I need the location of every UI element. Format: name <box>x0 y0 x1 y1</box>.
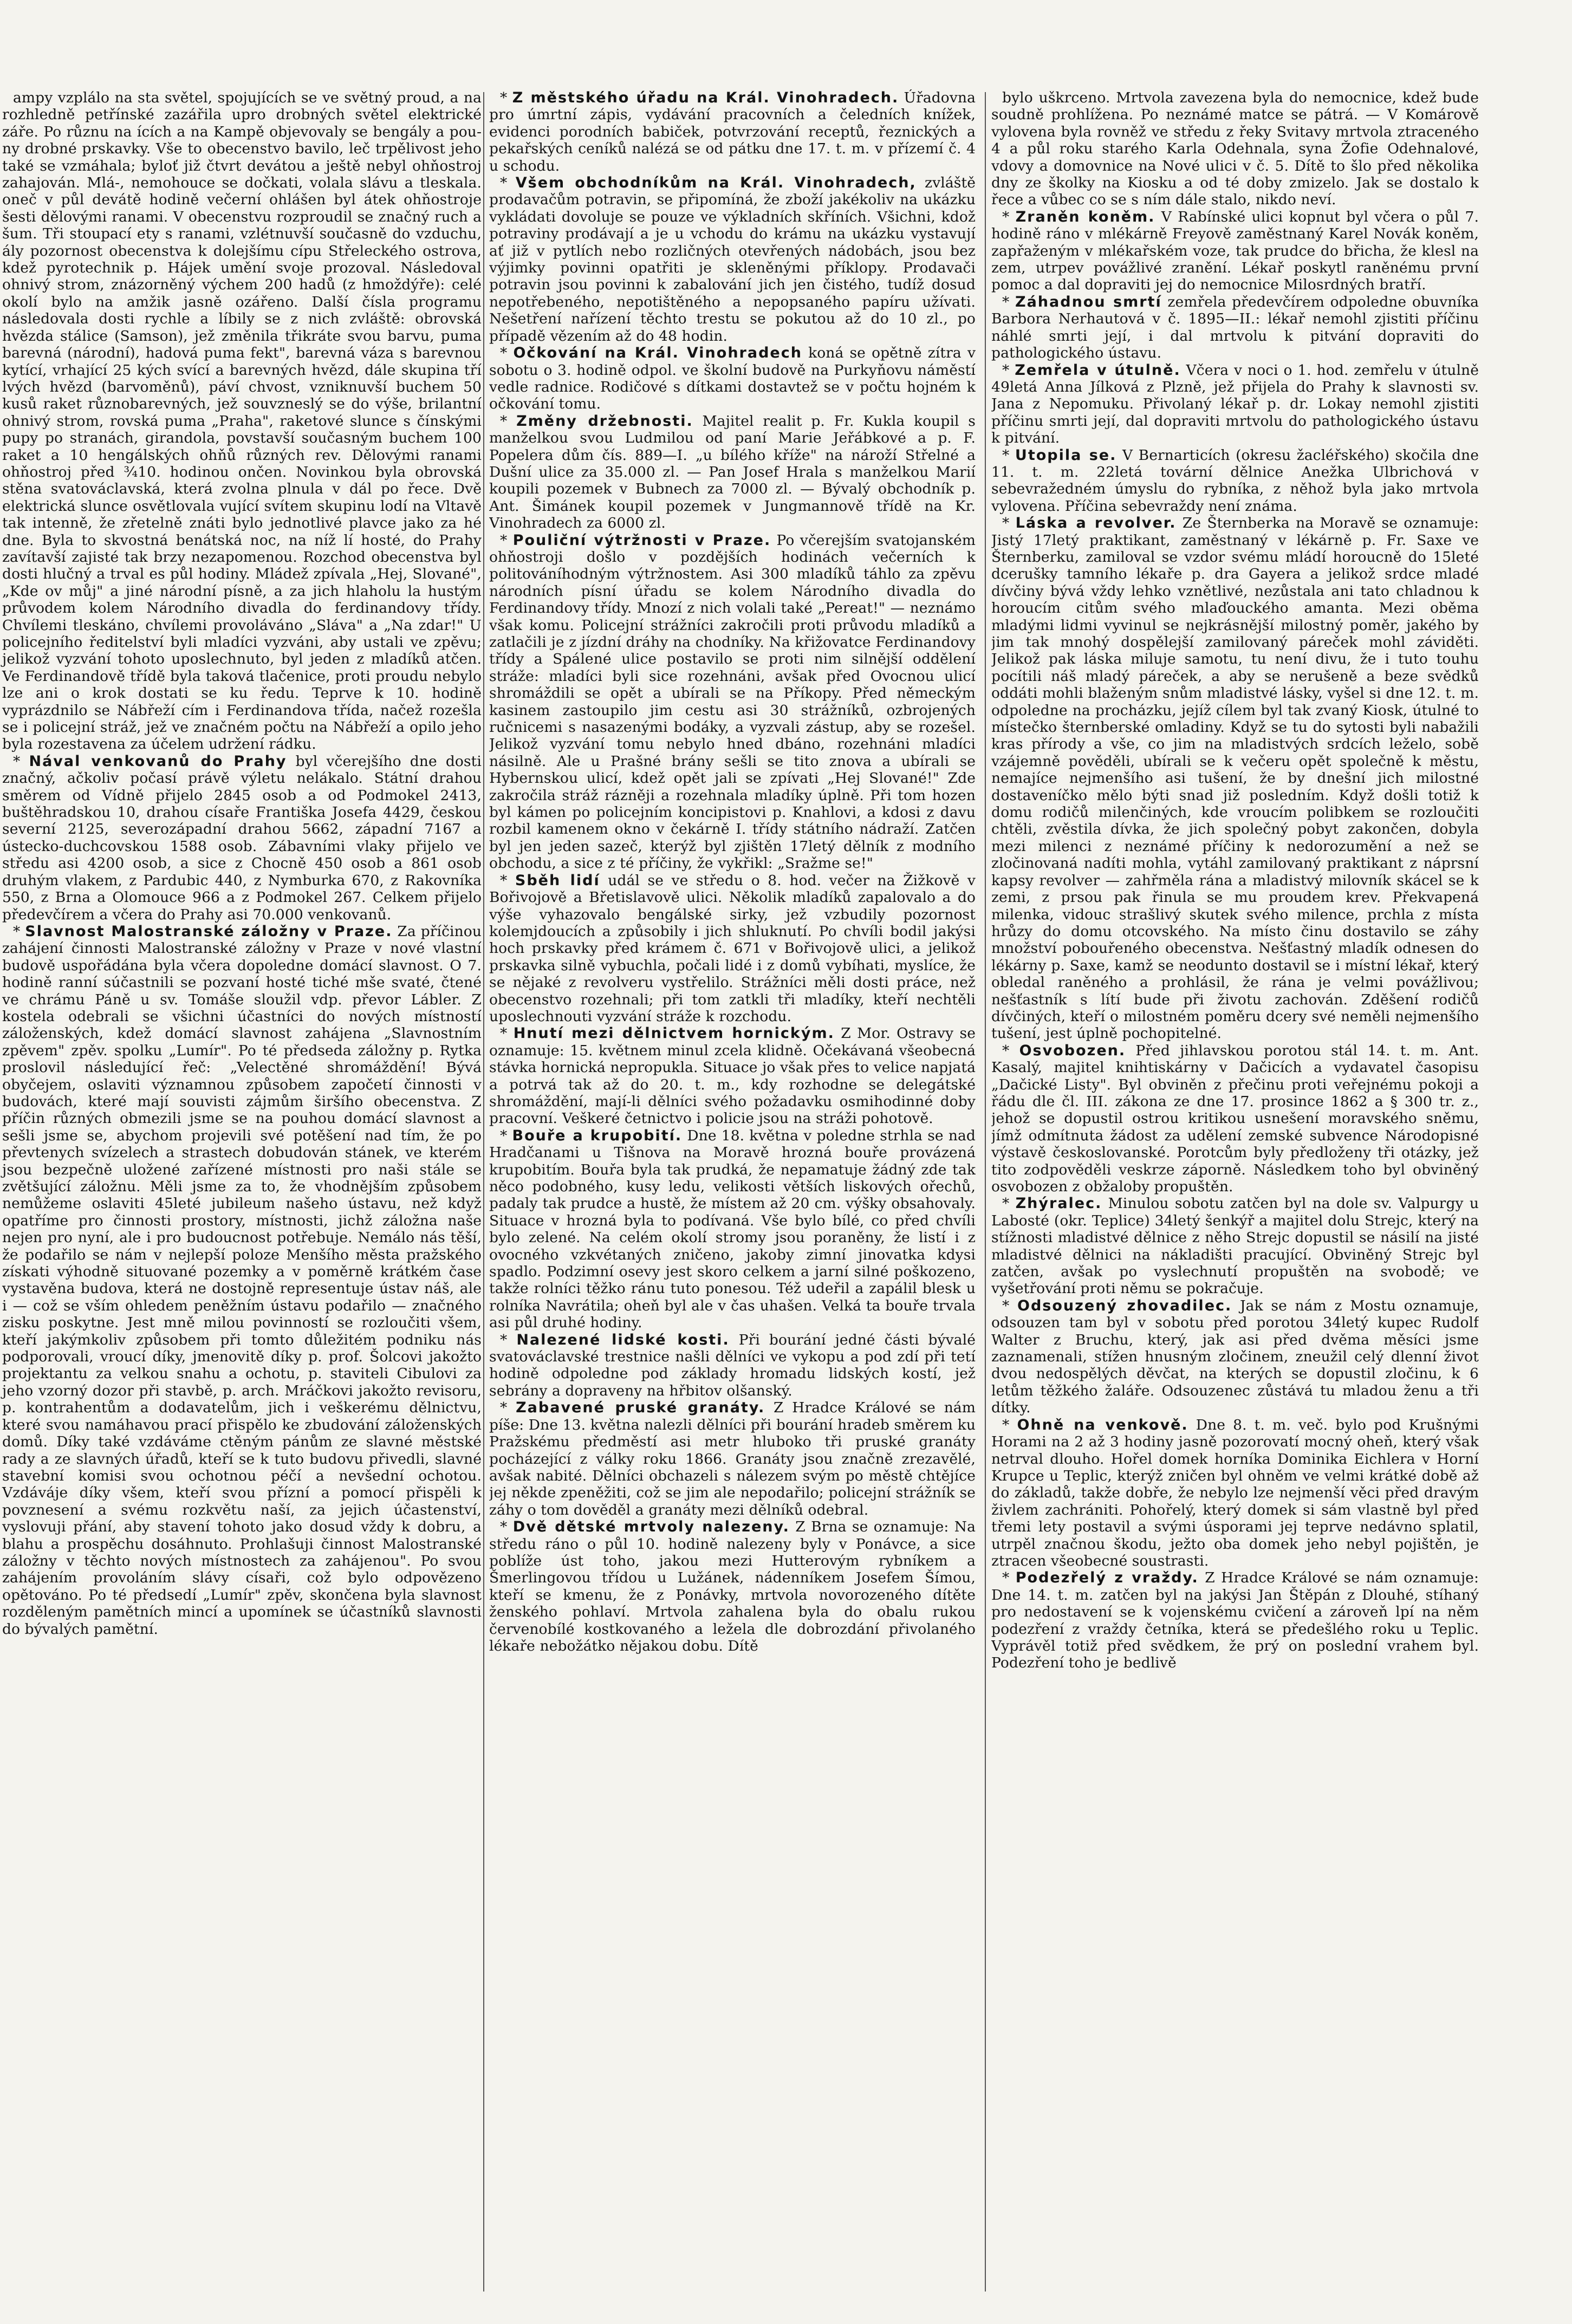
article-continued <box>991 89 1479 209</box>
article-convicted: * Odsouzený zhovadilec. Jak se nám z Mostu oznamuje, odsouzen tam byl v sobotu před porotou 34letý kupec Rudolf Walter z Bruchu, který, jak asi před dvěma měsíci jsme zaznamenali, stížen hnusným zločinem, zneužil celý dlenní život dvou nedospělých děvčat, na kterých se dopustil zločinu, k 6 letům těžkého žaláře. Odsouzenec zůstává tu mladou ženu a tři dítky. <box>991 1297 1479 1417</box>
article-body: Při bourání jedné části bývalé svatováclavské trestnice našli dělníci ve vykopu a pod zdí při tetí hodině odpoledne pod základy hromadu lidských kostí, jež sebrány a dopraveny na hřbitov olšanský. <box>489 1331 976 1399</box>
column-divider <box>985 92 986 2291</box>
article-love-revolver: * Láska a revolver. Ze Šternberka na Moravě se oznamuje: Jistý 17letý praktikant, zaměstnaný v lékárně p. Fr. Saxe ve Šternberku, zamiloval se vzdor svému mládí horoucně do 15leté dcerušky tamního lékaře p. dra Gayera a jelikož srdce mladé dívčiny bývá vždy lehko vznětlivé, nezůstala ani tato chladnou k horoucím citům svého mlaďouckého amanta. Mezi oběma mladými lidmi vyvinul se nejkrásnější milostný poměr, jakého by jim tak mnohý dospělejší zamilovaný páreček mohl záviděti. Jelikož pak láska miluje samotu, tu není divu, že i tuto touhu pocítili náš mladý páreček, a aby se nerušeně a beze svědků oddáti mohli blaženým snům mladistvé lásky, vyšel si dne 12. t. m. odpoledne na procházku, jejíž cílem byl tak zvaný Kiosk, útulné to místečko šternberské omladiny. Když se tu do sytosti byli nabažili kras přírody a vše, co jim na mladistvých srdcích leželo, sobě vzájemně pověděli, ubírali se k večeru opět společně k městu, nemajíce nejmenšího asi tušení, že by dnešní jich milostné dostaveníčko mělo býti snad již posledním. Když došli totiž k domu rodičů milenčiných, kde vroucím polibkem se rozloučiti chtěli, zvěstila dívka, že jich společný pobyt zakončen, dobyla mezi milenci z neznámé příčiny k nedorozumění a než se zločinovaná nadíti mohla, vytáhl zamilovaný praktikant z náprsní kapsy revolver — zahřměla rána a mladistvý milovník skácel se k zemi, z prsou pak řinula se mu proudem krev. Překvapená milenka, vidouc strašlivý skutek svého milence, prchla z místa hrůzy do domu otcovského. Na místo činu dostavilo se záhy množství pobouřeného obecenstva. Nešťastný mladík odnesen do lékárny p. Saxe, kamž se neodunto dostavil se i místní lékař, který obledal raněného a prohlásil, že rána je velmi povážlivou; nešťastník s lítí bude při životu zachován. Zděšení rodičů dívčiných, kteří o milostném poměru dcery své neměli nejmenšího tušení, jest úplně pochopitelné. <box>991 515 1479 1042</box>
article-horse: * Zraněn koněm. V Rabínské ulici kopnut byl včera o půl 7. hodině ráno v mlékárně Freyově zaměstnaný Karel Novák koněm, zapřaženým v mlékařském voze, tak prudce do břicha, že klesl na zem, utrpev povážlivé zranění. Lékař poskytl raněnému první pomoc a dal dopraviti jej do nemocnice Milosrdných bratří. <box>991 208 1479 294</box>
article-headline: Sběh lidí <box>515 872 600 889</box>
article-headline: Láska a revolver. <box>1015 515 1177 532</box>
article-bones: * Nalezené lidské kosti. Při bourání jedné části bývalé svatováclavské trestnice našli dělníci ve vykopu a pod zdí při tetí hodině odpoledne pod základy hromadu lidských kostí, jež sebrány a dopraveny na hřbitov olšanský. <box>489 1331 976 1399</box>
article-body: ampy vzplálo na sta světel, spojujících se ve světný proud, a na rozhledně petřínské zazářila upro drobných světel elektrické záře. Po různu na ících a na Kampě objevovaly se bengály a pou-ny drobné prskavky. Vše to obecenstvo bavilo, leč trpělivost jeho také se vzmáhala; byloť již čtvrt devátou a ještě nebyl ohňostroj zahajován. Mlá-, nemohouce se dočkati, volala slávu a tleskala. oneč v půl devátě hodině večerní ohlášen byl átek ohňostroje šesti dělovými ranami. V obecenstvu rozproudil se značný ruch a šum. Tři stoupací ety s ranami, vzlétnuvší současně do vzduchu, ály pozornost obecenstva k dolejšímu cípu Střeleckého ostrova, kdež pyrotechnik p. Hájek umění svoje prozoval. Následoval ohnivý strom, znázorněný výchem 200 hadů (z hmoždýře): celé okolí bylo na amžik jasně ozářeno. Další čísla programu následovala dosti rychle a líbily se z nich zvláště: obrovská hvězda stálice (Samson), jež změnila třikráte svou barvu, puma barevná (národní), hadová puma fekt", barevná váza s barevnou kytící, vrhající 25 kých svící a barevných hvězd, dále skupina tří lvých hvězd (barvoměnů), páví chvost, vzniknuvší buchem 50 kusů raket různobarevných, jež souvzneslý se do výše, brilantní ohnivý strom, rovská puma „Praha", raketové slunce s čínskými pupy po stranách, girandola, povstavší současným buchem 100 raket a 10 hengálských ohňů různých rev. Dělovými ranami ohňostroj před ¾10. hodinou ončen. Novinkou byla obrovská stěna svatováclavská, která zvolna plnula v dál po řece. Dvě elektrická slunce osvětlovala vující svítem skupinu lodí na Vltavě tak intenně, že zřetelně znáti bylo jednotlivé plavce jako za hé dne. Byla to skvostná benátská noc, na níž lí hosté, do Prahy zavítavší zajisté tak brzy nezapomenou. Rozchod obecenstva byl dosti hlučný a trval es půl hodiny. Mládež zpívala „Hej, Slované", „Kde ov můj" a jiné národní písně, a za jich hlaholu la hustým průvodem kolem Národního divadla do ferdinandovy třídy. Chvílemi tleskáno, chvílemi provoláváno „Sláva" a „Na zdar!" U policejního ředitelství byli mladíci vyzváni, aby ustali ve zpěvu; jelikož vyzvání tohoto uposlechnuto, byl jeden z mladíků atčen. Ve Ferdinandově třídě byla taková tlačenice, proti proudu nebylo lze ani o krok dostati se ku ředu. Teprve k 10. hodině vyprázdnilo se Nábřeží cím i Ferdinandova třída, načež rozešla se i policejní stráž, jež ve značném počtu na Nábřeží a opilo jeho byla rozestavena za účelem udržení rádku. <box>2 89 482 753</box>
page-margin <box>1487 0 1572 2324</box>
article-storm: * Bouře a krupobití. Dne 18. května v poledne strhla se nad Hradčanami u Tišnova na Moravě hrozná bouře provázená krupobitím. Bouřa byla tak prudká, že nepamatuje žádný zde tak něco podobného, kusy ledu, velikosti větších liskových ořechů, padaly tak prudce a hustě, že místem až 20 cm. výšky obsahovaly. Situace v hrozná byla to podívaná. Vše bylo bílé, co před chvíli bylo zelené. Na celém okolí stromy jsou poraněny, že listí i z ovocného vzkvétaných zničeno, jakoby zimní jinovatka kdysi spadlo. Podzimní osevy jest skoro celkem a jarní silné poškozeno, takže rolníci těžko ránu tuto ponesou. Též udeřil a zapálil blesk u rolníka Navrátila; oheň byl ale v čas uhašen. Velká ta bouře trvala asi půl druhé hodiny. <box>489 1127 976 1332</box>
article-headline: Pouliční výtržnosti v Praze. <box>512 531 771 549</box>
article-headline: Zhýralec. <box>1015 1195 1102 1212</box>
article-headline: Odsouzený zhovadilec. <box>1017 1297 1232 1314</box>
article-debauchee: * Zhýralec. Minulou sobotu zatčen byl na dole sv. Valpurgy u Labosté (okr. Teplice) 34letý šenkýř a majitel dolu Strejc, který na stížnosti mladistvé dělnice z něho Strejc dopustil se násilí na jisté mladistvé dělnici na nákladišti pracující. Obviněný Strejc byl zatčen, avšak po vyslechnutí propuštěn na svobodě; ve vyšetřování proti němu se pokračuje. <box>991 1195 1479 1297</box>
article-headline: Záhadnou smrtí <box>1015 293 1162 310</box>
article-body: bylo uškrceno. Mrtvola zavezena byla do nemocnice, kdež bude soudně prohlížena. Po neznámé matce se pátrá. — V Komárově vylovena byla rovněž ve středu z řeky Svitavy mrtvola ztraceného 4 a půl roku starého Karla Odehnala, syna Žofie Odehnalové, vdovy a domovnice na Nové ulici v č. 5. Dítě to šlo před několika dny ze školky na Kiosku a od té doby zmizelo. Jak se dostalo k řece a vůbec co se s ním dále stalo, nikdo neví. <box>991 89 1479 209</box>
article-body: Po včerejším svatojanském ohňostroji došlo v pozdějších hodinách večerních k politováníhodným výtržnostem. Asi 300 mladíků táhlo za zpěvu národních písní úřadu se kolem Národního divadla do Ferdinandovy třídy. Mnozí z nich volali také „Pereat!" — neznámo však komu. Policejní strážníci zakročili proti průvodu mladíků a zatlačili je z jízdní dráhy na chodníky. Na křižovatce Ferdinandovy třídy a Spálené ulice postavilo se proti nim silnější oddělení stráže: mladíci byli sice rozehnáni, avšak před Ovocnou ulicí shromáždili se opět a ubírali se na Příkopy. Před německým kasinem zastoupilo jim cestu asi 30 strážníků, ozbrojených ručnicemi s nasazenými bodáky, a vyzvali zástup, aby se rozešel. Jelikož vyzvání tomu nebylo hned dbáno, rozehnáni mladíci násilně. Ale u Prašné brány sešli se tito znova a ubírali se Hybernskou ulicí, kdež opět jali se zpívati „Hej Slované!" Zde zakročila stráž rázněji a rozehnala mladíky úplně. Při tom hozen byl kámen po policejním koncipistovi p. Knahlovi, a kdosi z davu rozbil kamenem okno v čekárně I. třídy státního nádraží. Zatčen byl jen jeden sazeč, kterýž byl zjištěn 17letý dělník z modního obchodu, a sice z té příčiny, že vykřikl: „Sražme se!" <box>489 531 976 872</box>
article-body: zvláště prodavačům potravin, se připomíná, že zboží jakékoliv na ukázku vykládati dovoluje se pouze ve výkladních skříních. Všichni, kdož potraviny prodávají a je u vchodu do krámu na ukázku vystavují ať již v pytlích nebo rozličných otevřených nádobách, jsou bez výjimky povinni opatřiti je skleněnými příklopy. Prodavači potravin jsou povinni k zabalování jich jen čistého, tudíž dosud nepotřebeného, nepotištěného a nepopsaného papíru užívati. Nešetření nařízení těchto trestu se pokutou až do 10 zl., po případě vězením až do 48 hodin. <box>489 174 976 345</box>
article-body: Majitel realit p. Fr. Kukla koupil s manželkou svou Ludmilou od paní Marie Jeřábkové a p. F. Popelera dům čís. 889—I. „u bílého kříže" na nároží Střelné a Dušní ulice za 35.000 zl. — Pan Josef Hrala s manželkou Marií koupili pozemek v Bubnech za 7000 zl. — Bývalý obchodník p. Ant. Šimánek koupil pozemek v Jungmannově třídě na Kr. Vinohradech za 6000 zl. <box>489 412 976 532</box>
article-body: Před jihlavskou porotou stál 14. t. m. Ant. Kasalý, majitel knihtiskárny v Dačicích a vydavatel časopisu „Dačické Listy". Byl obviněn z přečinu proti veřejnému pokoji a řádu dle čl. III. zákona ze dne 17. prosince 1862 a § 300 tr. z., jehož se dopustil ostrou kritikou usnešení moravského sněmu, jímž odmítnuta žádost za udělení zemské subvence Národopisné výstavě českoslovanské. Porotcům byly předloženy tři otázky, jež tito zodpověděli veskrze záporně. Následkem toho byl obviněný osvobozen z obžaloby propuštěn. <box>991 1042 1479 1195</box>
article-body: Dne 8. t. m. več. bylo pod Krušnými Horami na 2 až 3 hodiny jasně pozorovatí mocný oheň, který však netrval dlouho. Hořel domek horníka Dominika Eichlera v Horní Krupce u Teplic, kterýž zničen byl ohněm ve velmi krátké době až do základů, takže dobře, že nebylo lze nejmenší věci před dravým živlem zachrániti. Pohořelý, který domek si sám vlastně byl před třemi lety postavil a svými úsporami jej teprve nedávno splatil, utrpěl značnou škodu, ježto oba domek jeho nebyl pojištěn, je ztracen všeobecné soustrasti. <box>991 1416 1479 1569</box>
article-body: Z Hradce Králové se nám oznamuje: Dne 14. t. m. zatčen byl na jakýsi Jan Štěpán z Dlouhé, stíhaný pro nedostavení se k vojenskému cvičení a zároveň lpí na něm podezření z vraždy četníka, která se předešlého roku u Teplic. Vyprávěl totiž před svědkem, že prý on poslední vrahem byl. Podezření toho je bedlivě <box>991 1569 1479 1672</box>
article-grenades: * Zabavené pruské granáty. Z Hradce Králové se nám píše: Dne 13. května nalezli dělníci při bourání hradeb směrem ku Pražskému předměstí asi metr hluboko tři pruské granáty pocházející z války roku 1866. Granáty jsou značně zrezavělé, avšak nabité. Dělníci obchazeli s nálezem svým po městě chtějíce jej někde zpeněžiti, což se jim ale nepodařilo; policejní strážník se záhy o tom dověděl a granáty mezi dělníků odebral. <box>489 1399 976 1518</box>
article-headline: Nával venkovanů do Prahy <box>29 752 287 770</box>
article-body: V Rabínské ulici kopnut byl včera o půl 7. hodině ráno v mlékárně Freyově zaměstnaný Karel Novák koněm, zapřaženým v mlékařském voze, tak prudce do břicha, že klesl na zem, utrpev povážlivé zranění. Lékař poskytl raněnému první pomoc a dal dopraviti jej do nemocnice Milosrdných bratří. <box>991 208 1479 294</box>
article-body: byl včerejšího dne dosti značný, ačkoliv počasí právě výletu nelákalo. Státní drahou směrem od Vídně přijelo 2845 osob a od Podmokel 2413, buštěhradskou 10, drahou císaře Františka Josefa 4429, českou severní 2125, severozápadní drahou 5662, západní 7167 a ústecko-duchcovskou 1588 osob. Zábavními vlaky přijelo ve středu asi 4200 osob, a sice z Chocně 450 osob a 861 osob druhým vlakem, z Pardubic 440, z Nymburka 670, z Rakovníka 550, z Brna a Olomouce 966 a z Podmokel 267. Celkem přijelo předevčírem a včera do Prahy asi 70.000 venkovanů. <box>2 752 482 923</box>
article-murder-suspect: * Podezřelý z vraždy. Z Hradce Králové se nám oznamuje: Dne 14. t. m. zatčen byl na jakýsi Jan Štěpán z Dlouhé, stíhaný pro nedostavení se k vojenskému cvičení a zároveň lpí na něm podezření z vraždy četníka, která se předešlého roku u Teplic. Vyprávěl totiž před svědkem, že prý on poslední vrahem byl. Podezření toho je bedlivě <box>991 1569 1479 1672</box>
column-1 <box>0 89 482 2305</box>
article-shelter-death: * Zemřela v útulně. Včera v noci o 1. hod. zemřelu v útulně 49letá Anna Jílková z Plzně, jež přijela do Prahy k slavnosti sv. Jana z Nepomuku. Přivolaný lékař p. dr. Lokay nemohl zjistiti příčinu smrti její, dal dopraviti mrtvolu do pathologického ústavu k pitvání. <box>991 361 1479 447</box>
article-headline: Všem obchodníkům na Král. Vinohradech, <box>515 174 917 192</box>
article-body: Z Brna se oznamuje: Na středu ráno o půl 10. hodině nalezeny byly v Ponávce, a sice poblíže úst toho, jakou mezi Hutterovým rybníkem a Šmerlingovou třídou u Lužánek, nádenníkem Josefem Šímou, kteří se kmenu, že z Ponávky, mrtvola novorozeného dítěte ženského pohlaví. Mrtvola zahalena byla do obalu rukou červenobílé kostkovaného a ležela dle dobrozdání přivolaného lékaře nebožátko nějakou dobu. Dítě <box>489 1518 976 1654</box>
article-fireworks <box>2 89 482 753</box>
article-headline: Zraněn koněm. <box>1015 208 1155 225</box>
article-body: udál se ve středu o 8. hod. večer na Žižkově v Bořivojově a Břetislavově ulici. Několik mladíků zapalovalo a do výše vyhazovalo bengálské sirky, jež vzbudily pozornost kolemjdoucích a způsobily i jich shluknutí. Po chvíli bodil jakýsi hoch prskavky před krámem č. 671 v Bořivojově ulici, a jelikož prskavka silně vybuchla, počali lidé i z domů vybíhati, myslíce, že se nějaké z revolveru vystřelilo. Strážníci měli dosti práce, než obecenstvo rozehnali; při tom zatkli tři mladíky, kteří nechtěli uposlechnouti vyzvání stráže k rozchodu. <box>489 872 976 1025</box>
article-body: Dne 18. května v poledne strhla se nad Hradčanami u Tišnova na Moravě hrozná bouře provázená krupobitím. Bouřa byla tak prudká, že nepamatuje žádný zde tak něco podobného, kusy ledu, velikosti větších liskových ořechů, padaly tak prudce a hustě, že místem až 20 cm. výšky obsahovaly. Situace v hrozná byla to podívaná. Vše bylo bílé, co před chvíli bylo zelené. Na celém okolí stromy jsou poraněny, že listí i z ovocného vzkvétaných zničeno, jakoby zimní jinovatka kdysi spadlo. Podzimní osevy jest skoro celkem a jarní silné poškozeno, takže rolníci těžko ránu tuto ponesou. Též udeřil a zapálil blesk u rolníka Navrátila; oheň byl ale v čas uhašen. Velká ta bouře trvala asi půl druhé hodiny. <box>489 1127 976 1332</box>
article-merchants: * Všem obchodníkům na Král. Vinohradech, zvláště prodavačům potravin, se připomíná, že zboží jakékoliv na ukázku vykládati dovoluje se pouze ve výkladních skříních. Všichni, kdož potraviny prodávají a je u vchodu do krámu na ukázku vystavují ať již v pytlích nebo rozličných otevřených nádobách, jsou bez výjimky povinni opatřiti je skleněnými příklopy. Prodavači potravin jsou povinni k zabalování jich jen čistého, tudíž dosud nepotřebeného, nepotištěného a nepopsaného papíru užívati. Nešetření nařízení těchto trestu se pokutou až do 10 zl., po případě vězením až do 48 hodin. <box>489 174 976 345</box>
article-headline: Ohně na venkově. <box>1017 1416 1188 1433</box>
article-headline: Zabavené pruské granáty. <box>516 1399 765 1417</box>
article-property: * Změny držebnosti. Majitel realit p. Fr. Kukla koupil s manželkou svou Ludmilou od paní Marie Jeřábkové a p. F. Popelera dům čís. 889—I. „u bílého kříže" na nároží Střelné a Dušní ulice za 35.000 zl. — Pan Josef Hrala s manželkou Marií koupili pozemek v Bubnech za 7000 zl. — Bývalý obchodník p. Ant. Šimánek koupil pozemek v Jungmannově třídě na Kr. Vinohradech za 6000 zl. <box>489 412 976 532</box>
article-headline: Podezřelý z vraždy. <box>1015 1569 1199 1587</box>
column-divider <box>483 92 484 2291</box>
column-2 <box>489 89 976 2305</box>
article-headline: Změny držebnosti. <box>516 412 693 430</box>
article-body: Včera v noci o 1. hod. zemřelu v útulně 49letá Anna Jílková z Plzně, jež přijela do Prahy k slavnosti sv. Jana z Nepomuku. Přivolaný lékař p. dr. Lokay nemohl zjistiti příčinu smrti její, dal dopraviti mrtvolu do pathologického ústavu k pitvání. <box>991 361 1479 447</box>
article-headline: Očkování na Král. Vinohradech <box>513 345 802 362</box>
article-body: Úřadovna pro úmrtní zápis, vydávání pracovních a čeledních knížek, evidenci porodních babiček, potvrzování receptů, řeznických a pekařských ceníků nalézá se od pátku dne 17. t. m. v přízemí č. 4 u schodu. <box>489 89 976 174</box>
article-crowd: * Sběh lidí udál se ve středu o 8. hod. večer na Žižkově v Bořivojově a Břetislavově ulici. Několik mladíků zapalovalo a do výše vyhazovalo bengálské sirky, jež vzbudily pozornost kolemjdoucích a způsobily i jich shluknutí. Po chvíli bodil jakýsi hoch prskavky před krámem č. 671 v Bořivojově ulici, a jelikož prskavka silně vybuchla, počali lidé i z domů vybíhati, myslíce, že se nějaké z revolveru vystřelilo. Strážníci měli dosti práce, než obecenstvo rozehnali; při tom zatkli tři mladíky, kteří nechtěli uposlechnouti vyzvání stráže k rozchodu. <box>489 872 976 1025</box>
article-body: V Bernarticích (okresu žacléřského) skočila dne 11. t. m. 22letá tovární dělnice Anežka Ulbrichová v sebevražedném úmyslu do rybníka, z něhož byla jako mrtvola vylovena. Příčina sebevraždy není známa. <box>991 446 1479 515</box>
article-body: Z Hradce Králové se nám píše: Dne 13. května nalezli dělníci při bourání hradeb směrem ku Pražskému předměstí asi metr hluboko tři pruské granáty pocházející z války roku 1866. Granáty jsou značně zrezavělé, avšak nabité. Dělníci obchazeli s nálezem svým po městě chtějíce jej někde zpeněžiti, což se jim ale nepodařilo; policejní strážník se záhy o tom dověděl a granáty mezi dělníků odebral. <box>489 1399 976 1518</box>
column-3 <box>991 89 1479 2305</box>
article-headline: Zemřela v útulně. <box>1015 361 1181 379</box>
article-headline: Slavnost Malostranské záložny v Praze. <box>25 923 393 940</box>
article-headline: Osvobozen. <box>1019 1042 1126 1059</box>
article-headline: Z městského úřadu na Král. Vinohradech. <box>512 89 899 106</box>
article-headline: Hnutí mezi dělnictvem hornickým. <box>513 1025 835 1042</box>
article-savings-bank: * Slavnost Malostranské záložny v Praze. Za příčinou zahájení činnosti Malostranské záložny v Praze v nové vlastní budově uspořádána byla včera dopoledne domácí slavnost. O 7. hodině ranní súčastnili se pozvaní hosté tiché mše svaté, čtené ve chrámu Páně u sv. Tomáše sloužil vdp. převor Lábler. Z kostela odebrali se všichni účastníci do nových místností záloženských, kdež domácí slavnost zahájena „Slavnostním zpěvem" zpěv. spolku „Lumír". Po té předseda záložny p. Rytka proslovil následující řeč: „Velectěné shromáždění! Bývá obyčejem, oslaviti významnou způsobem započetí činnosti v budovách, které mají souvisti zájmům širšího obecenstva. Z příčin různých obmezili jsme se na pouhou domácí slavnost a sešli jsme se, abychom projevili své potěšení nad tím, že po převtenych svízelech a strastech dobudován stánek, ve kterém jsou bezpečně uložené zařízené místnosti pro naši stále se zvětšující záložnu. Měli jsme za to, že vhodnějším způsobem nemůžeme oslaviti 45leté jubileum našeho ústavu, než když opatříme pro činnosti prostory, místnosti, jichž záložna naše nejen pro nyní, ale i pro budoucnost potřebuje. Nemálo nás těší, že podařilo se nám v nejlepší poloze Menšího města pražského získati výhodně situované pozemky a v poměrně krátkém čase vystavěna budova, která ne dostojně representuje ústav náš, ale i — což se vším ohledem peněžním ústavu podařilo — značného zisku poskytne. Jest mně milou povinností se rozloučiti všem, kteří jakýmkoliv způsobem při tomto důležitém podniku nás podporovali, vroucí díky, jmenovitě díky p. prof. Šolcovi jakožto projektantu za velkou snahu a ochotu, p. staviteli Cibulovi za jeho vzorný dozor při stavbě, p. arch. Mráčkovi jakožto revisoru, p. kontrahentům a dodavatelům, jich i veškerému dělnictvu, které svou namáhavou prací přispělo ke zbudování záloženských domů. Díky také vzdáváme ctěným pánům ze slavné městské rady a ze slavných úřadů, kteří se k tuto budovu přivedli, slavné stavební komisi svou ochotnou péčí a nevšední ochotou. Vzdáváje díky všem, kteří svou přízní a pomocí přispěli k povznesení a svému rozkvětu naší, za jejich účastenství, vyslovuji přání, aby stavení tohoto jako dosud vždy k dobru, a blahu a prospěchu dosáhnuto. Prohlašuji činnost Malostranské záložny v těchto nových místnostech za zahájenou". Po svou zahájením provoláním slávy císaři, což bylo odpovězeno opětováno. Po té předsedí „Lumír" zpěv, skončena byla slavnost rozděleným pamětních mincí a upomínek se účastníků slavnosti do bývalých pamětní. <box>2 923 482 1638</box>
article-vaccination: * Očkování na Král. Vinohradech koná se opětně zítra v sobotu o 3. hodině odpol. ve školní budově na Purkyňovu náměstí vedle radnice. Rodičové s dítkami dostavtež se v počtu hojném k očkování tomu. <box>489 345 976 413</box>
article-infants: * Dvě dětské mrtvoly nalezeny. Z Brna se oznamuje: Na středu ráno o půl 10. hodině nalezeny byly v Ponávce, a sice poblíže úst toho, jakou mezi Hutterovým rybníkem a Šmerlingovou třídou u Lužánek, nádenníkem Josefem Šímou, kteří se kmenu, že z Ponávky, mrtvola novorozeného dítěte ženského pohlaví. Mrtvola zahalena byla do obalu rukou červenobílé kostkovaného a ležela dle dobrozdání přivolaného lékaře nebožátko nějakou dobu. Dítě <box>489 1518 976 1654</box>
article-miners: * Hnutí mezi dělnictvem hornickým. Z Mor. Ostravy se oznamuje: 15. květnem minul zcela klidně. Očekávaná všeobecná stávka hornická nepropukla. Situace jo však přes to velice napjatá a potrvá tak až do 20. t. m., kdy rozhodne se delegátské shromáždění, mají-li dělníci svého požadavku osmihodinné doby pracovní. Veškeré četnictvo i policie jsou na stráži pohotově. <box>489 1025 976 1127</box>
article-riots: * Pouliční výtržnosti v Praze. Po včerejším svatojanském ohňostroji došlo v pozdějších hodinách večerních k politováníhodným výtržnostem. Asi 300 mladíků táhlo za zpěvu národních písní úřadu se kolem Národního divadla do Ferdinandovy třídy. Mnozí z nich volali také „Pereat!" — neznámo však komu. Policejní strážníci zakročili proti průvodu mladíků a zatlačili je z jízdní dráhy na chodníky. Na křižovatce Ferdinandovy třídy a Spálené ulice postavilo se proti nim silnější oddělení stráže: mladíci byli sice rozehnáni, avšak před Ovocnou ulicí shromáždili se opět a ubírali se na Příkopy. Před německým kasinem zastoupilo jim cestu asi 30 strážníků, ozbrojených ručnicemi s nasazenými bodáky, a vyzvali zástup, aby se rozešel. Jelikož vyzvání tomu nebylo hned dbáno, rozehnáni mladíci násilně. Ale u Prašné brány sešli se tito znova a ubírali se Hybernskou ulicí, kdež opět jali se zpívati „Hej Slované!" Zde zakročila stráž rázněji a rozehnala mladíky úplně. Při tom hozen byl kámen po policejním koncipistovi p. Knahlovi, a kdosi z davu rozbil kamenem okno v čekárně I. třídy státního nádraží. Zatčen byl jen jeden sazeč, kterýž byl zjištěn 17letý dělník z modního obchodu, a sice z té příčiny, že vykřikl: „Sražme se!" <box>489 531 976 872</box>
article-body: Z Mor. Ostravy se oznamuje: 15. květnem minul zcela klidně. Očekávaná všeobecná stávka hornická nepropukla. Situace jo však přes to velice napjatá a potrvá tak až do 20. t. m., kdy rozhodne se delegátské shromáždění, mají-li dělníci svého požadavku osmihodinné doby pracovní. Veškeré četnictvo i policie jsou na stráži pohotově. <box>489 1025 976 1127</box>
article-headline: Nalezené lidské kosti. <box>516 1331 730 1348</box>
article-acquitted: * Osvobozen. Před jihlavskou porotou stál 14. t. m. Ant. Kasalý, majitel knihtiskárny v Dačicích a vydavatel časopisu „Dačické Listy". Byl obviněn z přečinu proti veřejnému pokoji a řádu dle čl. III. zákona ze dne 17. prosince 1862 a § 300 tr. z., jehož se dopustil ostrou kritikou usnešení moravského sněmu, jímž odmítnuta žádost za udělení zemské subvence Národopisné výstavě českoslovanské. Porotcům byly předloženy tři otázky, jež tito zodpověděli veskrze záporně. Následkem toho byl obviněný osvobozen z obžaloby propuštěn. <box>991 1042 1479 1195</box>
article-headline: Bouře a krupobití. <box>512 1127 683 1144</box>
article-body: Minulou sobotu zatčen byl na dole sv. Valpurgy u Labosté (okr. Teplice) 34letý šenkýř a majitel dolu Strejc, který na stížnosti mladistvé dělnice z něho Strejc dopustil se násilí na jisté mladistvé dělnici na nákladišti pracující. Obviněný Strejc byl zatčen, avšak po vyslechnutí propuštěn na svobodě; ve vyšetřování proti němu se pokračuje. <box>991 1195 1479 1297</box>
article-headline: Utopila se. <box>1015 446 1117 464</box>
article-headline: Dvě dětské mrtvoly nalezeny. <box>512 1518 790 1536</box>
article-municipal-office: * Z městského úřadu na Král. Vinohradech. Úřadovna pro úmrtní zápis, vydávání pracovních a čeledních knížek, evidenci porodních babiček, potvrzování receptů, řeznických a pekařských ceníků nalézá se od pátku dne 17. t. m. v přízemí č. 4 u schodu. <box>489 89 976 174</box>
article-mystery-death: * Záhadnou smrtí zemřela předevčírem odpoledne obuvníka Barbora Nerhautová v č. 1895—II.: lékař nemohl zjistiti příčinu náhlé smrti její, i dal mrtvolu k pitvání dopraviti do pathologického ústavu. <box>991 293 1479 362</box>
article-fires: * Ohně na venkově. Dne 8. t. m. več. bylo pod Krušnými Horami na 2 až 3 hodiny jasně pozorovatí mocný oheň, který však netrval dlouho. Hořel domek horníka Dominika Eichlera v Horní Krupce u Teplic, kterýž zničen byl ohněm ve velmi krátké době až do základů, takže dobře, že nebylo lze nejmenší věci před dravým živlem zachrániti. Pohořelý, který domek si sám vlastně byl před třemi lety postavil a svými úsporami jej teprve nedávno splatil, utrpěl značnou škodu, ježto oba domek jeho nebyl pojištěn, je ztracen všeobecné soustrasti. <box>991 1416 1479 1569</box>
article-drowned: * Utopila se. V Bernarticích (okresu žacléřského) skočila dne 11. t. m. 22letá tovární dělnice Anežka Ulbrichová v sebevražedném úmyslu do rybníka, z něhož byla jako mrtvola vylovena. Příčina sebevraždy není známa. <box>991 446 1479 515</box>
article-body: Jak se nám z Mostu oznamuje, odsouzen tam byl v sobotu před porotou 34letý kupec Rudolf Walter z Bruchu, který, jak asi před dvěma měsíci jsme zaznamenali, stížen hnusným zločinem, zneužil celý dlenní život dvou nedospělých děvčat, na kterých se dopustil zločinu, k 6 letům těžkého žaláře. Odsouzenec zůstává tu mladou ženu a tři dítky. <box>991 1297 1479 1417</box>
article-body: Ze Šternberka na Moravě se oznamuje: Jistý 17letý praktikant, zaměstnaný v lékárně p. Fr. Saxe ve Šternberku, zamiloval se vzdor svému mládí horoucně do 15leté dcerušky tamního lékaře p. dra Gayera a jelikož srdce mladé dívčiny bývá vždy lehko vznětlivé, nezůstala ani tato chladnou k horoucím citům svého mlaďouckého amanta. Mezi oběma mladými lidmi vyvinul se nejkrásnější milostný poměr, jakého by jim tak mnohý dospělejší zamilovaný páreček mohl záviděti. Jelikož pak láska miluje samotu, tu není divu, že i tuto touhu pocítili náš mladý páreček, a aby se nerušeně a beze svědků oddáti mohli blaženým snům mladistvé lásky, vyšel si dne 12. t. m. odpoledne na procházku, jejíž cílem byl tak zvaný Kiosk, útulné to místečko šternberské omladiny. Když se tu do sytosti byli nabažili kras přírody a vše, co jim na mladistvých srdcích leželo, sobě vzájemně pověděli, ubírali se k večeru opět společně k městu, nemajíce nejmenšího asi tušení, že by dnešní jich milostné dostaveníčko mělo býti snad již posledním. Když došli totiž k domu rodičů milenčiných, kde vroucím polibkem se rozloučiti chtěli, zvěstila dívka, že jich společný pobyt zakončen, dobyla mezi milenci z neznámé příčiny k nedorozumění a než se zločinovaná nadíti mohla, vytáhl zamilovaný praktikant z náprsní kapsy revolver — zahřměla rána a mladistvý milovník skácel se k zemi, z prsou pak řinula se mu proudem krev. Překvapená milenka, vidouc strašlivý skutek svého milence, prchla z místa hrůzy do domu otcovského. Na místo činu dostavilo se záhy množství pobouřeného obecenstva. Nešťastný mladík odnesen do lékárny p. Saxe, kamž se neodunto dostavil se i místní lékař, který obledal raněného a prohlásil, že rána je velmi povážlivou; nešťastník s lítí bude při životu zachován. Zděšení rodičů dívčiných, kteří o milostném poměru dcery své neměli nejmenšího tušení, jest úplně pochopitelné. <box>991 515 1479 1042</box>
article-body: Za příčinou zahájení činnosti Malostranské záložny v Praze v nové vlastní budově uspořádána byla včera dopoledne domácí slavnost. O 7. hodině ranní súčastnili se pozvaní hosté tiché mše svaté, čtené ve chrámu Páně u sv. Tomáše sloužil vdp. převor Lábler. Z kostela odebrali se všichni účastníci do nových místností záloženských, kdež domácí slavnost zahájena „Slavnostním zpěvem" zpěv. spolku „Lumír". Po té předseda záložny p. Rytka proslovil následující řeč: „Velectěné shromáždění! Bývá obyčejem, oslaviti významnou způsobem započetí činnosti v budovách, které mají souvisti zájmům širšího obecenstva. Z příčin různých obmezili jsme se na pouhou domácí slavnost a sešli jsme se, abychom projevili své potěšení nad tím, že po převtenych svízelech a strastech dobudován stánek, ve kterém jsou bezpečně uložené zařízené místnosti pro naši stále se zvětšující záložnu. Měli jsme za to, že vhodnějším způsobem nemůžeme oslaviti 45leté jubileum našeho ústavu, než když opatříme pro činnosti prostory, místnosti, jichž záložna naše nejen pro nyní, ale i pro budoucnost potřebuje. Nemálo nás těší, že podařilo se nám v nejlepší poloze Menšího města pražského získati výhodně situované pozemky a v poměrně krátkém čase vystavěna budova, která ne dostojně representuje ústav náš, ale i — což se vším ohledem peněžním ústavu podařilo — značného zisku poskytne. Jest mně milou povinností se rozloučiti všem, kteří jakýmkoliv způsobem při tomto důležitém podniku nás podporovali, vroucí díky, jmenovitě díky p. prof. Šolcovi jakožto projektantu za velkou snahu a ochotu, p. staviteli Cibulovi za jeho vzorný dozor při stavbě, p. arch. Mráčkovi jakožto revisoru, p. kontrahentům a dodavatelům, jich i veškerému dělnictvu, které svou namáhavou prací přispělo ke zbudování záloženských domů. Díky také vzdáváme ctěným pánům ze slavné městské rady a ze slavných úřadů, kteří se k tuto budovu přivedli, slavné stavební komisi svou ochotnou péčí a nevšední ochotou. Vzdáváje díky všem, kteří svou přízní a pomocí přispěli k povznesení a svému rozkvětu naší, za jejich účastenství, vyslovuji přání, aby stavení tohoto jako dosud vždy k dobru, a blahu a prospěchu dosáhnuto. Prohlašuji činnost Malostranské záložny v těchto nových místnostech za zahájenou". Po svou zahájením provoláním slávy císaři, což bylo odpovězeno opětováno. Po té předsedí „Lumír" zpěv, skončena byla slavnost rozděleným pamětních mincí a upomínek se účastníků slavnosti do bývalých pamětní. <box>2 923 482 1638</box>
article-visitors: * Nával venkovanů do Prahy byl včerejšího dne dosti značný, ačkoliv počasí právě výletu nelákalo. Státní drahou směrem od Vídně přijelo 2845 osob a od Podmokel 2413, buštěhradskou 10, drahou císaře Františka Josefa 4429, českou severní 2125, severozápadní drahou 5662, západní 7167 a ústecko-duchcovskou 1588 osob. Zábavními vlaky přijelo ve středu asi 4200 osob, a sice z Chocně 450 osob a 861 osob druhým vlakem, z Pardubic 440, z Nymburka 670, z Rakovníka 550, z Brna a Olomouce 966 a z Podmokel 267. Celkem přijelo předevčírem a včera do Prahy asi 70.000 venkovanů. <box>2 752 482 923</box>
article-body: zemřela předevčírem odpoledne obuvníka Barbora Nerhautová v č. 1895—II.: lékař nemohl zjistiti příčinu náhlé smrti její, i dal mrtvolu k pitvání dopraviti do pathologického ústavu. <box>991 293 1479 362</box>
article-body: koná se opětně zítra v sobotu o 3. hodině odpol. ve školní budově na Purkyňovu náměstí vedle radnice. Rodičové s dítkami dostavtež se v počtu hojném k očkování tomu. <box>489 345 976 413</box>
